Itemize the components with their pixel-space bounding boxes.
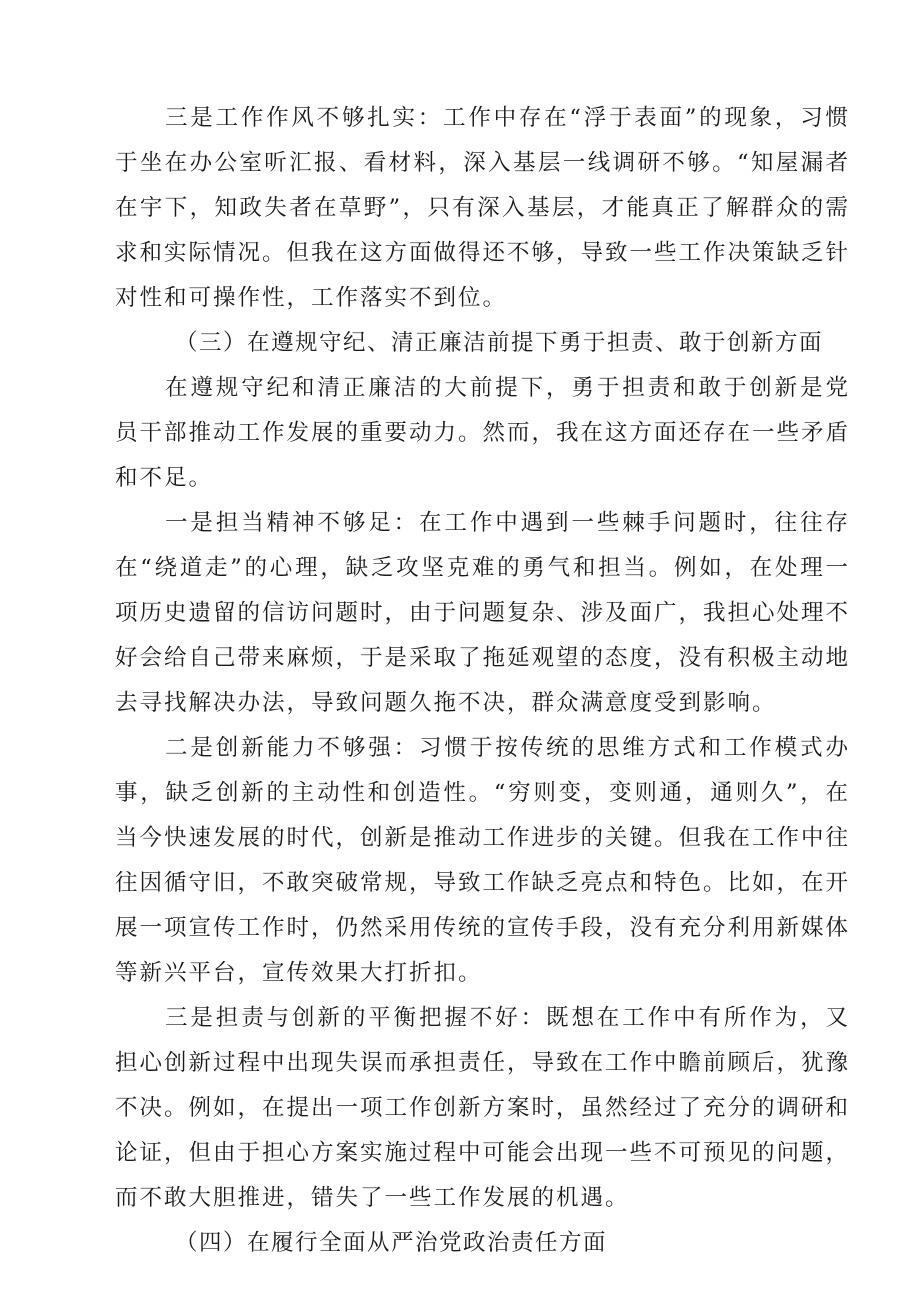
paragraph-balance: 三是担责与创新的平衡把握不好：既想在工作中有所作为，又担心创新过程中出现失误而承担责任，导致在工作中瞻前顾后，犹豫不决。例如，在提出一项工作创新方案时，虽然经过了充分的调研和论证，但由于担心方案实施过程中可能会出现一些不可预见的问题，而不敢大胆推进，错失了一些工作发展的机遇。 xyxy=(115,1005,851,1211)
paragraph-responsibility-spirit: 一是担当精神不够足：在工作中遇到一些棘手问题时，往往存在“绕道走”的心理，缺乏攻坚克难的勇气和担当。例如，在处理一项历史遗留的信访问题时，由于问题复杂、涉及面广，我担心处理不好会给自己带来麻烦，于是采取了拖延观望的态度，没有积极主动地去寻找解决办法，导致问题久拖不决，群众满意度受到影响。 xyxy=(115,510,851,716)
section-heading-three: （三）在遵规守纪、清正廉洁前提下勇于担责、敢于创新方面 xyxy=(175,330,824,356)
paragraph-intro-responsibility: 在遵规守纪和清正廉洁的大前提下，勇于担责和敢于创新是党员干部推动工作发展的重要动力。然而，我在这方面还存在一些矛盾和不足。 xyxy=(115,375,851,491)
paragraph-work-style: 三是工作作风不够扎实：工作中存在“浮于表面”的现象，习惯于坐在办公室听汇报、看材料，深入基层一线调研不够。“知屋漏者在宇下，知政失者在草野”，只有深入基层，才能真正了解群众的需求和实际情况。但我在这方面做得还不够，导致一些工作决策缺乏针对性和可操作性，工作落实不到位。 xyxy=(115,105,851,311)
paragraph-innovation-ability: 二是创新能力不够强：习惯于按传统的思维方式和工作模式办事，缺乏创新的主动性和创造性。“穷则变，变则通，通则久”，在当今快速发展的时代，创新是推动工作进步的关键。但我在工作中往往因循守旧，不敢突破常规，导致工作缺乏亮点和特色。比如，在开展一项宣传工作时，仍然采用传统的宣传手段，没有充分利用新媒体等新兴平台，宣传效果大打折扣。 xyxy=(115,735,851,986)
section-heading-four: （四）在履行全面从严治党政治责任方面 xyxy=(175,1230,608,1256)
document-body xyxy=(115,96,850,1266)
